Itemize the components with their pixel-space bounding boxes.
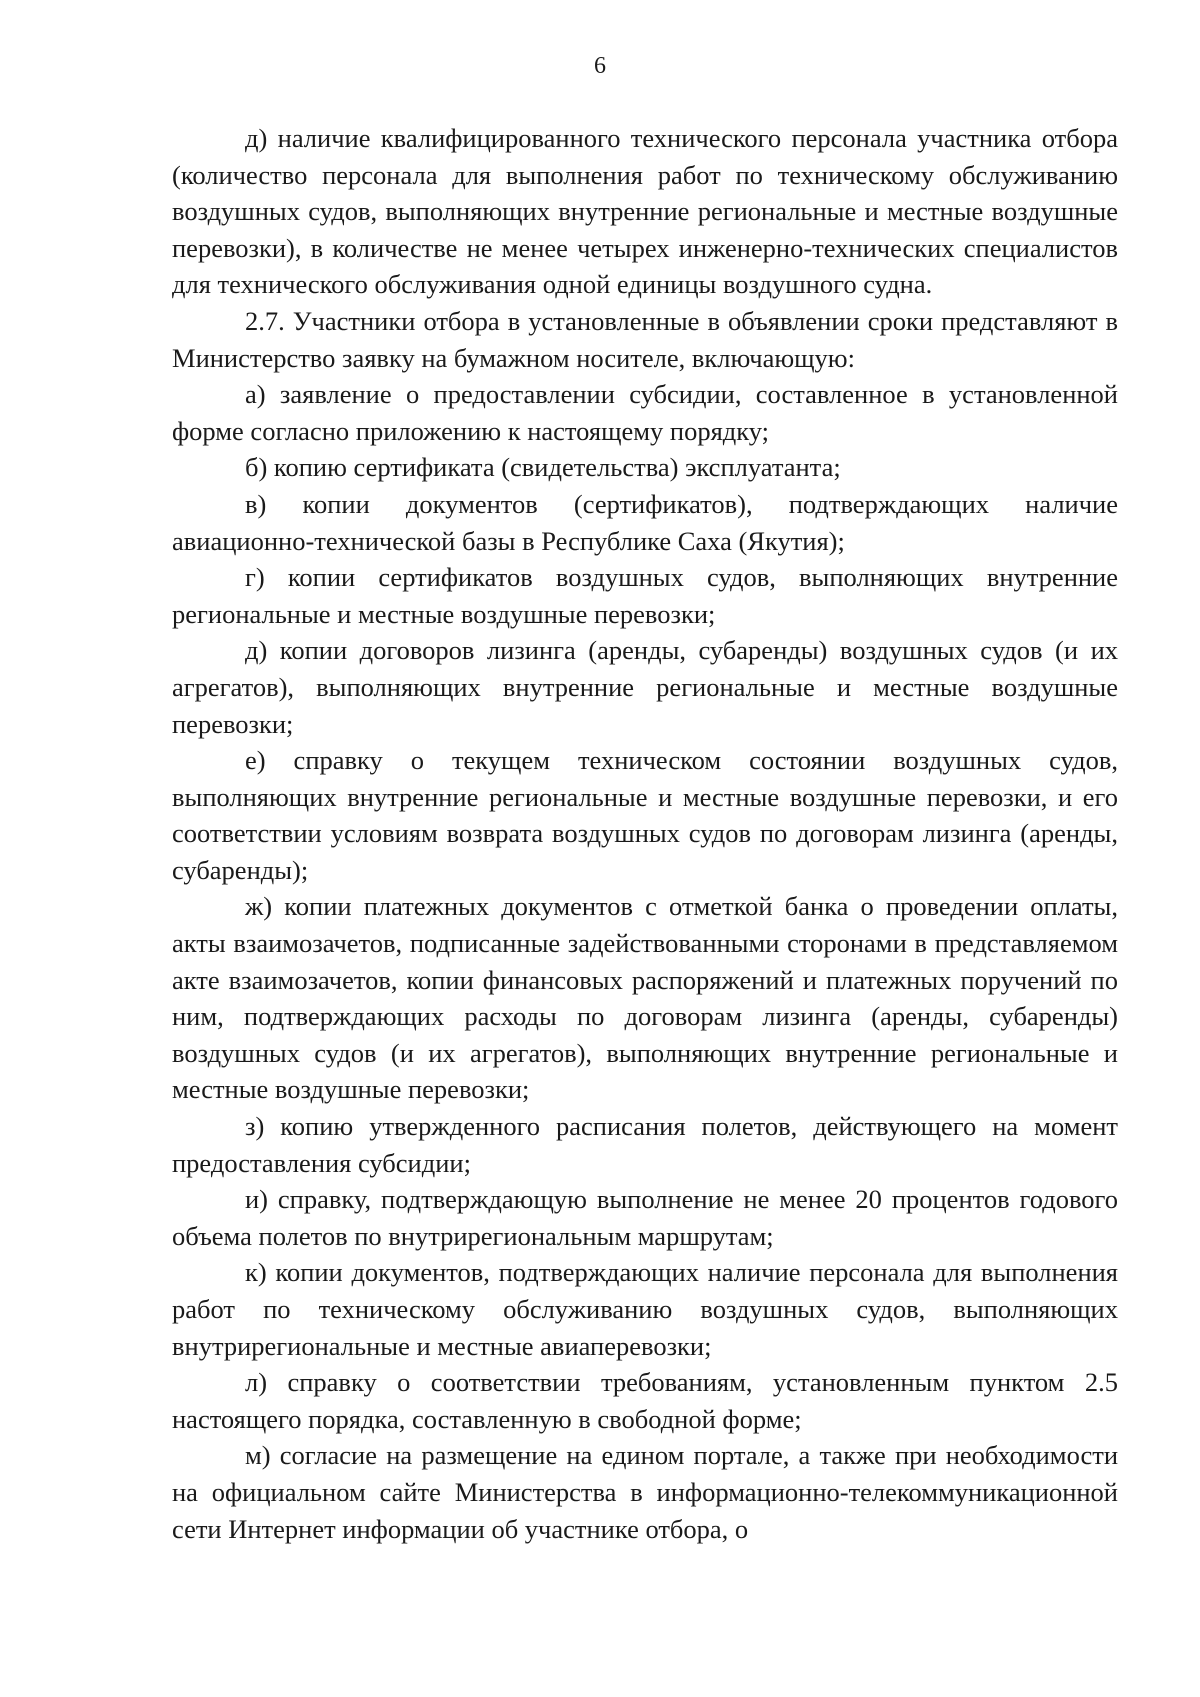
paragraph-2-7: 2.7. Участники отбора в установленные в объявлении сроки представляют в Министерство заявку на бумажном носителе, включающую: xyxy=(172,305,1118,373)
paragraph-item-d-personnel: д) наличие квалифицированного технического персонала участника отбора (количество персонала для выполнения работ по техническому обслуживанию воздушных судов, выполняющих внутренние региональные и местные воздушные перевозки), в количестве не менее четырех инженерно-технических специалистов для технического обслуживания одной единицы воздушного судна. xyxy=(172,123,1118,300)
paragraph-item-v: в) копии документов (сертификатов), подтверждающих наличие авиационно-технической базы в Республике Саха (Якутия); xyxy=(172,488,1118,556)
paragraph-item-d: д) копии договоров лизинга (аренды, субаренды) воздушных судов (и их агрегатов), выполняющих внутренние региональные и местные воздушные перевозки; xyxy=(172,635,1118,739)
paragraph-item-zh: ж) копии платежных документов с отметкой банка о проведении оплаты, акты взаимозачетов, подписанные задействованными сторонами в представляемом акте взаимозачетов, копии финансовых распоряжений и платежных поручений по ним, подтверждающих расходы по договорам лизинга (аренды, субаренды) воздушных судов (и их агрегатов), выполняющих внутренние региональные и местные воздушные перевозки; xyxy=(172,891,1118,1105)
page-number: 6 xyxy=(594,53,606,79)
paragraph-item-b: б) копию сертификата (свидетельства) эксплуатанта; xyxy=(245,452,841,483)
paragraph-item-k: к) копии документов, подтверждающих наличие персонала для выполнения работ по техническому обслуживанию воздушных судов, выполняющих внутрирегиональные и местные авиаперевозки; xyxy=(172,1257,1118,1361)
paragraph-item-i: и) справку, подтверждающую выполнение не менее 20 процентов годового объема полетов по внутрирегиональным маршрутам; xyxy=(172,1184,1118,1251)
paragraph-item-z: з) копию утвержденного расписания полетов, действующего на момент предоставления субсидии; xyxy=(172,1111,1118,1178)
paragraph-item-g: г) копии сертификатов воздушных судов, выполняющих внутренние региональные и местные воздушные перевозки; xyxy=(172,562,1118,629)
paragraph-item-m: м) согласие на размещение на едином портале, а также при необходимости на официальном сайте Министерства в информационно-телекоммуникационной сети Интернет информации об участнике отбора, о xyxy=(172,1440,1118,1544)
paragraph-item-a: а) заявление о предоставлении субсидии, составленное в установленной форме согласно приложению к настоящему порядку; xyxy=(172,379,1118,446)
paragraph-item-e: е) справку о текущем техническом состоянии воздушных судов, выполняющих внутренние региональные и местные воздушные перевозки, и его соответствии условиям возврата воздушных судов по договорам лизинга (аренды, субаренды); xyxy=(172,745,1118,885)
document-body xyxy=(172,120,1118,1547)
paragraph-item-l: л) справку о соответствии требованиям, установленным пунктом 2.5 настоящего порядка, составленную в свободной форме; xyxy=(172,1367,1118,1434)
